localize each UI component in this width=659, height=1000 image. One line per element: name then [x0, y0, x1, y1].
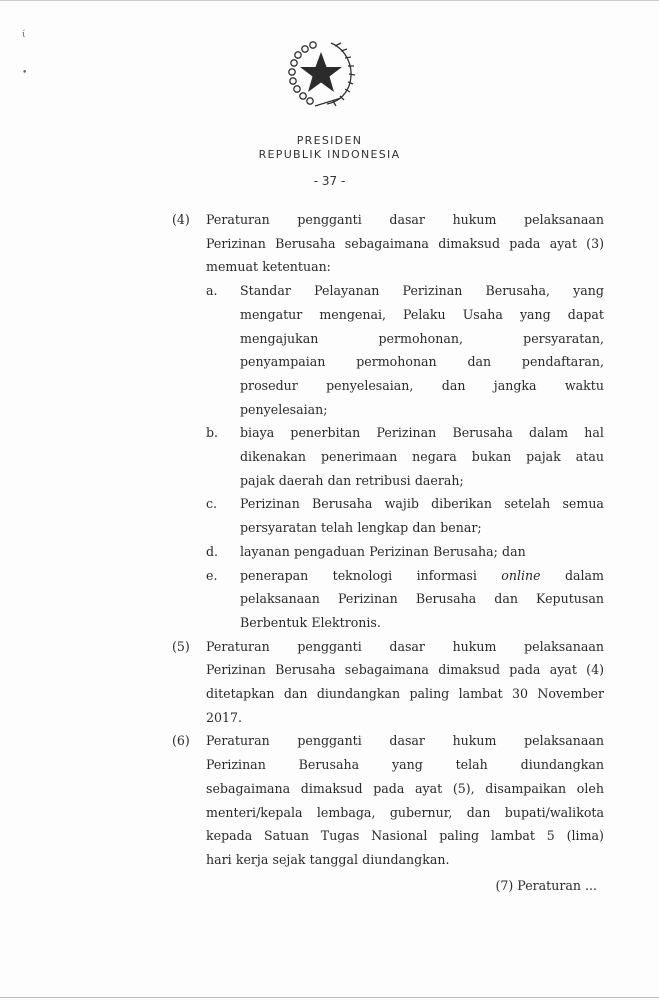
scan-mark: ί	[22, 30, 26, 40]
text-line: sebagaimana dimaksud pada ayat (5), disampaikan oleh	[206, 780, 604, 796]
text-line: pajak daerah dan retribusi daerah;	[240, 472, 464, 488]
text-line: mengatur mengenai, Pelaku Usaha yang dapat	[240, 306, 604, 322]
text-line: menteri/kepala lembaga, gubernur, dan bupati/walikota	[206, 804, 604, 820]
item-letter: e.	[206, 567, 218, 583]
list-item	[206, 421, 604, 492]
text-line: penyelesaian;	[240, 401, 328, 417]
text-line: 2017.	[206, 709, 243, 725]
text-line: Berbentuk Elektronis.	[240, 614, 381, 630]
paragraph	[172, 635, 604, 730]
text-line: layanan pengaduan Perizinan Berusaha; dan	[240, 543, 526, 559]
text-line: prosedur penyelesaian, dan jangka waktu	[240, 377, 604, 393]
item-letter: c.	[206, 496, 218, 512]
text-line: memuat ketentuan:	[206, 259, 331, 275]
list-item	[206, 279, 604, 421]
item-letter: b.	[206, 425, 219, 441]
item-letter: a.	[206, 283, 218, 299]
text-line: Perizinan Berusaha sebagaimana dimaksud pada ayat (3)	[206, 235, 604, 251]
scan-edge-bottom	[0, 997, 659, 998]
institution-line2: REPUBLIK INDONESIA	[258, 148, 401, 161]
text-line: hari kerja sejak tanggal diundangkan.	[206, 851, 450, 867]
text-line: penyampaian permohonan dan pendaftaran,	[240, 354, 604, 370]
paragraph-number: (5)	[172, 638, 190, 654]
paragraph-number: (6)	[172, 733, 190, 749]
text-line: Perizinan Berusaha yang telah diundangkan	[206, 757, 604, 773]
presidential-emblem-icon	[285, 38, 357, 110]
text-line: pelaksanaan Perizinan Berusaha dan Keputusan	[240, 591, 604, 607]
text-line: ditetapkan dan diundangkan paling lambat 30 November	[206, 686, 604, 702]
list-item	[206, 540, 604, 564]
text-line: Peraturan pengganti dasar hukum pelaksanaan	[206, 733, 604, 749]
item-letter: d.	[206, 543, 219, 559]
text-line: penerapan teknologi informasi online dalam	[240, 567, 604, 583]
list-item	[206, 492, 604, 539]
text-line: biaya penerbitan Perizinan Berusaha dalam hal	[240, 425, 604, 441]
institution-line1: PRESIDEN	[296, 134, 363, 147]
text-line: persyaratan telah lengkap dan benar;	[240, 520, 482, 536]
paragraph-number: (4)	[172, 212, 190, 227]
paragraph	[172, 208, 604, 635]
text-line: Perizinan Berusaha wajib diberikan setelah semua	[240, 496, 604, 512]
paragraph	[172, 729, 604, 871]
document-body	[172, 208, 604, 872]
text-line: Peraturan pengganti dasar hukum pelaksanaan	[206, 212, 604, 227]
continuation-text: (7) Peraturan ...	[495, 878, 597, 893]
text-line: Standar Pelayanan Perizinan Berusaha, yang	[240, 283, 604, 299]
scan-mark: •	[22, 68, 28, 78]
text-line: kepada Satuan Tugas Nasional paling lambat 5 (lima)	[206, 828, 604, 844]
text-line: dikenakan penerimaan negara bukan pajak atau	[240, 449, 604, 465]
list-item	[206, 564, 604, 635]
scan-edge-top	[0, 0, 659, 1]
text-line: mengajukan permohonan, persyaratan,	[240, 330, 604, 346]
text-line: Peraturan pengganti dasar hukum pelaksanaan	[206, 638, 604, 654]
page-number: - 37 -	[313, 174, 346, 188]
text-line: Perizinan Berusaha sebagaimana dimaksud pada ayat (4)	[206, 662, 604, 678]
